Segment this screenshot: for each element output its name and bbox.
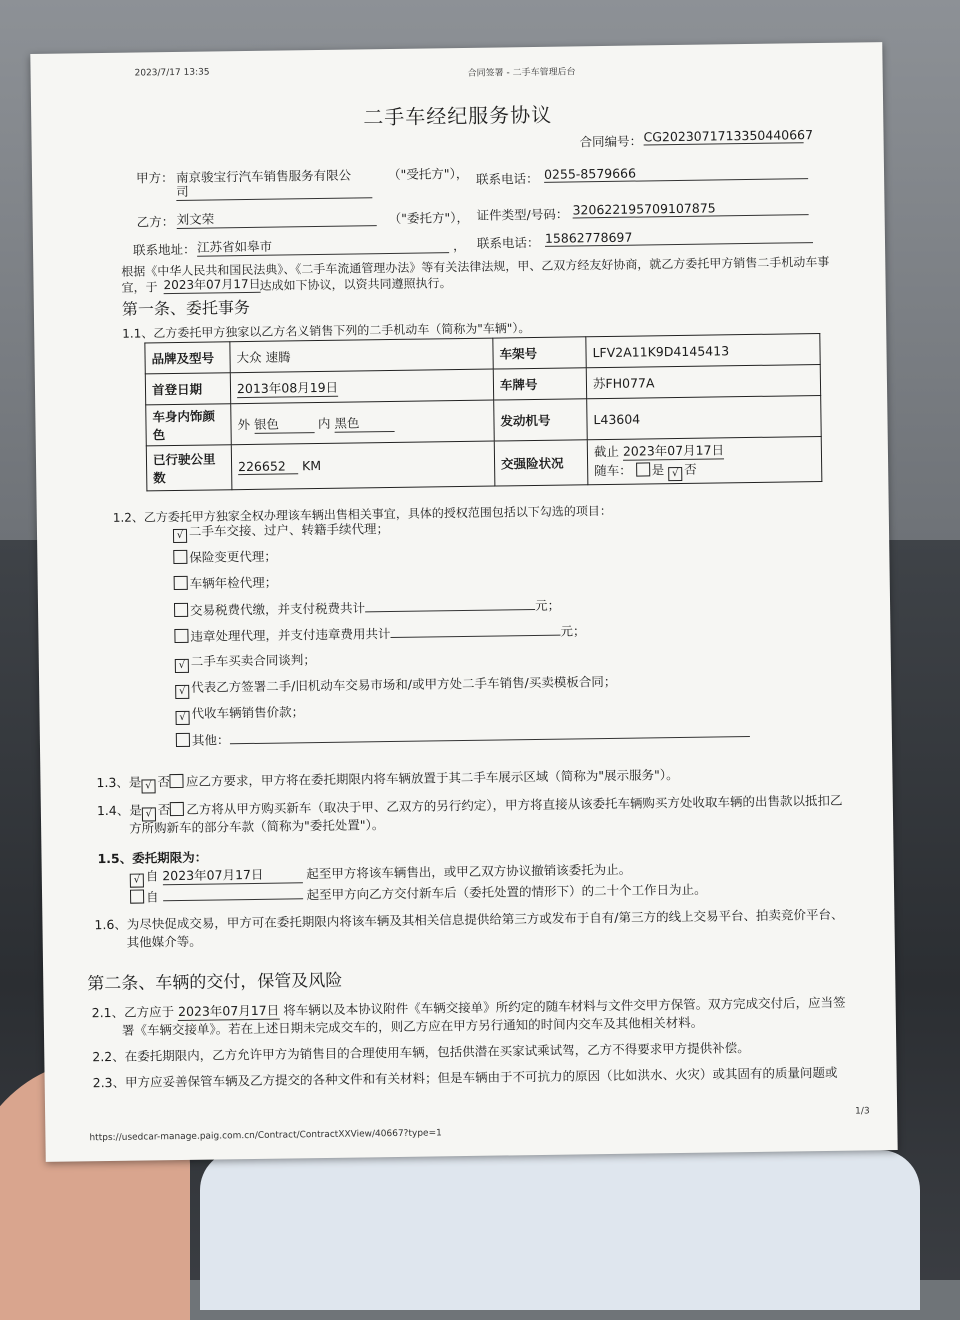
party-a-label: 甲方： (135, 170, 174, 186)
authorization-item (175, 702, 304, 725)
authorization-checkbox[interactable] (176, 733, 190, 747)
article-1-heading: 第一条、委托事务 (121, 297, 251, 319)
reg-date-text: 2013年08月19日 (236, 379, 339, 396)
party-b-phone: 15862778697 (545, 227, 813, 247)
authorization-checkbox[interactable] (174, 576, 188, 590)
insurance-yes-checkbox[interactable] (636, 462, 650, 476)
authorization-label: 保险变更代理； (189, 548, 277, 565)
color-out-prefix: 外 (237, 416, 251, 432)
authorization-blank (229, 722, 749, 744)
intro-line2-end: 达成如下协议，以资共同遵照执行。 (259, 276, 452, 293)
authorization-item (175, 650, 316, 673)
authorization-item (176, 722, 750, 749)
plate-label: 车牌号 (493, 368, 586, 400)
article-2-heading: 第二条、车辆的交付，保管及风险 (87, 970, 343, 995)
contract-number-label: 合同编号： (579, 133, 643, 150)
authorization-unit: 元； (560, 623, 586, 639)
footer-url: https://usedcar-manage.paig.com.cn/Contract/ContractXXView/40667?type=1 (89, 1128, 442, 1144)
party-b-id-label: 证件类型/号码： (476, 206, 569, 223)
clause-1-4-yes-checkbox[interactable]: √ (142, 807, 156, 821)
term-option-2-date (162, 884, 302, 901)
intro-line2-start: 宜，于 (121, 280, 158, 295)
clause-1-4-line2: 方所购新车的部分车款（简称为"委托处置"）。 (129, 817, 385, 836)
clause-2-3: 2.3、甲方应妥善保管车辆及乙方提交的各种文件和有关材料；但是车辆由于不可抗力的原因（比如洪水、火灾）或其固有的质量问题或 (92, 1064, 838, 1091)
brand-label: 品牌及型号 (145, 342, 230, 374)
reg-date-value (230, 369, 493, 404)
clause-1-2: 1.2、乙方委托甲方独家全权办理该车辆出售相关事宜，具体的授权范围包括以下勾选的项目： (112, 503, 612, 525)
authorization-item (174, 595, 560, 619)
contact-address: 江苏省如皋市 (197, 234, 449, 257)
clause-2-2: 2.2、在委托期限内，乙方允许甲方为销售目的合理使用车辆，包括供潜在买家试乘试驾，乙方不得要求甲方提供补偿。 (92, 1040, 750, 1065)
clause-1-3-no-checkbox[interactable] (170, 774, 184, 788)
insurance-with-car: 随车： (594, 462, 632, 479)
vin-value: LFV2A11K9D4145413 (586, 334, 820, 368)
clause-1-3 (96, 765, 678, 794)
color-in-prefix: 内 (317, 415, 331, 431)
authorization-label: 代表乙方签署二手/旧机动车交易市场和/或甲方处二手车销售/买卖模板合同； (191, 673, 617, 695)
mileage-unit: KM (301, 457, 322, 474)
party-a-name-line1: 南京骏宝行汽车销售服务有限公 (175, 167, 352, 185)
insurance-value (587, 436, 822, 484)
authorization-label: 违章处理代理，并支付违章费用共计 (190, 626, 391, 644)
clause-1-4-text: 乙方将从甲方购买新车（取决于甲、乙双方的另行约定），甲方将直接从该委托车辆购买方处收取车辆的出售款以抵扣乙 (186, 792, 843, 817)
plate-value: 苏FH077A (586, 365, 820, 399)
party-b-label: 乙方： (136, 214, 175, 230)
insurance-yes-label: 是 (651, 462, 665, 478)
engine-label: 发动机号 (494, 399, 588, 441)
clause-1-4-num: 1.4、 (96, 802, 130, 819)
engine-value: L43604 (587, 396, 822, 440)
contact-comma: ， (452, 237, 466, 254)
party-b-phone-label: 联系电话： (476, 234, 540, 251)
clause-1-3-text: 应乙方要求，甲方将在委托期限内将车辆放置于其二手车展示区域（简称为"展示服务"）。 (185, 767, 679, 789)
insurance-label: 交强险状况 (494, 440, 588, 486)
term-option-2-text: 起至甲方向乙方交付新车后（委托处置的情形下）的二十个工作日为止。 (306, 881, 707, 903)
vehicle-table (144, 333, 822, 491)
authorization-label: 二手车交接、过户、转籍手续代理； (188, 521, 390, 539)
authorization-item (174, 573, 278, 592)
color-label: 车身内饰颜色 (146, 404, 232, 446)
authorization-item (175, 672, 616, 699)
document-title: 二手车经纪服务协议 (363, 102, 553, 130)
intro-date: 2023年07月17日 (163, 276, 261, 293)
authorization-blank (365, 595, 535, 612)
authorization-blank (390, 621, 560, 638)
term-option-1-checkbox[interactable]: √ (130, 873, 144, 887)
color-out: 银色 (254, 414, 314, 434)
clause-2-1-text: 将车辆以及本协议附件《车辆交接单》所约定的随车材料与文件交甲方保管。双方完成交付后，应当签 (283, 994, 846, 1018)
print-datetime: 2023/7/17 13:35 (134, 67, 210, 79)
authorization-unit: 元； (534, 597, 561, 614)
party-b-id: 320622195709107875 (572, 199, 808, 218)
authorization-item (174, 620, 585, 645)
authorization-label: 其他： (191, 732, 230, 748)
party-b-name: 刘文荣 (176, 207, 376, 229)
clause-2-1-start: 2.1、乙方应于 (91, 1004, 175, 1021)
contract-number: CG2023071713350440667 (643, 127, 814, 145)
authorization-label: 交易税费代缴，并支付税费共计 (189, 600, 366, 618)
clause-1-4-yes: 是 (129, 802, 142, 818)
color-in: 黑色 (334, 412, 394, 432)
authorization-checkbox[interactable] (174, 603, 188, 617)
party-a-name-line2: 司 (176, 179, 372, 201)
mileage-label: 已行驶公里数 (146, 445, 232, 491)
mileage-number: 226652 (238, 458, 298, 475)
party-a-phone-label: 联系电话： (475, 170, 539, 187)
mileage-value (231, 441, 495, 490)
term-option-2-from: 自 (145, 889, 159, 905)
term-option-1-date: 2023年07月17日 (162, 864, 302, 885)
vin-label: 车架号 (493, 337, 586, 369)
authorization-item (173, 519, 389, 543)
clause-1-3-yes: 是 (128, 774, 142, 790)
insurance-no-label: 否 (684, 461, 697, 477)
color-value (231, 400, 495, 445)
clause-2-1-line2: 署《车辆交接单》。若在上述日期未完成交车的，则乙方应在甲方另行通知的时间内交车及其他相关材料。 (121, 1014, 704, 1038)
clause-2-1-date: 2023年07月17日 (177, 1002, 280, 1020)
clause-1-1: 1.1、乙方委托甲方独家以乙方名义销售下列的二手机动车（简称为"车辆"）。 (122, 321, 531, 341)
footer-page-number: 1/3 (855, 1106, 870, 1117)
term-option-1-text: 起至甲方将该车辆售出，或甲乙双方协议撤销该委托为止。 (306, 861, 632, 882)
authorization-checkbox[interactable] (174, 629, 188, 643)
clause-1-3-num: 1.3、 (96, 774, 129, 791)
authorization-checkbox[interactable]: √ (175, 659, 189, 673)
insurance-date: 2023年07月17日 (622, 442, 725, 459)
clause-1-4-no-checkbox[interactable] (170, 802, 184, 816)
insurance-no-checkbox[interactable]: √ (668, 467, 682, 481)
contract-page (30, 42, 897, 1162)
authorization-label: 车辆年检代理； (189, 574, 278, 591)
clause-1-3-yes-checkbox[interactable]: √ (141, 779, 155, 793)
brand-value: 大众 速腾 (230, 338, 493, 373)
authorization-label: 二手车买卖合同谈判； (190, 652, 316, 669)
authorization-item (173, 547, 277, 566)
clause-1-4-no: 否 (157, 802, 171, 818)
party-a-role: （"受托方"）， (387, 165, 469, 183)
term-option-2-checkbox[interactable] (130, 889, 144, 903)
authorization-checkbox[interactable]: √ (175, 711, 189, 725)
clause-1-6-line2: 其他媒介等。 (126, 933, 202, 950)
authorization-checkbox[interactable]: √ (175, 685, 189, 699)
shirt (200, 1150, 920, 1310)
term-option-1-from: 自 (145, 868, 159, 884)
clause-1-5-label: 1.5、委托期限为： (97, 849, 208, 867)
reg-date-label: 首登日期 (145, 373, 230, 405)
party-b-role: （"委托方"）， (388, 209, 469, 227)
print-site-title: 合同签署 - 二手车管理后台 (467, 67, 576, 79)
insurance-prefix: 截止 (593, 443, 620, 460)
contact-address-label: 联系地址： (132, 241, 196, 258)
intro-line1: 根据《中华人民共和国民法典》、《二手车流通管理办法》等有关法律法规，甲、乙双方经友好协商，就乙方委托甲方销售二手机动车事 (121, 254, 830, 279)
authorization-checkbox[interactable]: √ (173, 529, 187, 543)
clause-1-3-no: 否 (157, 774, 171, 790)
clause-1-6-line1: 1.6、为尽快促成交易，甲方可在委托期限内将该车辆及其相关信息提供给第三方或发布于自有/第三方的线上交易平台、拍卖竞价平台、 (94, 906, 844, 933)
authorization-checkbox[interactable] (173, 550, 187, 564)
party-a-phone: 0255-8579666 (544, 163, 808, 183)
authorization-label: 代收车辆销售价款； (191, 704, 305, 721)
